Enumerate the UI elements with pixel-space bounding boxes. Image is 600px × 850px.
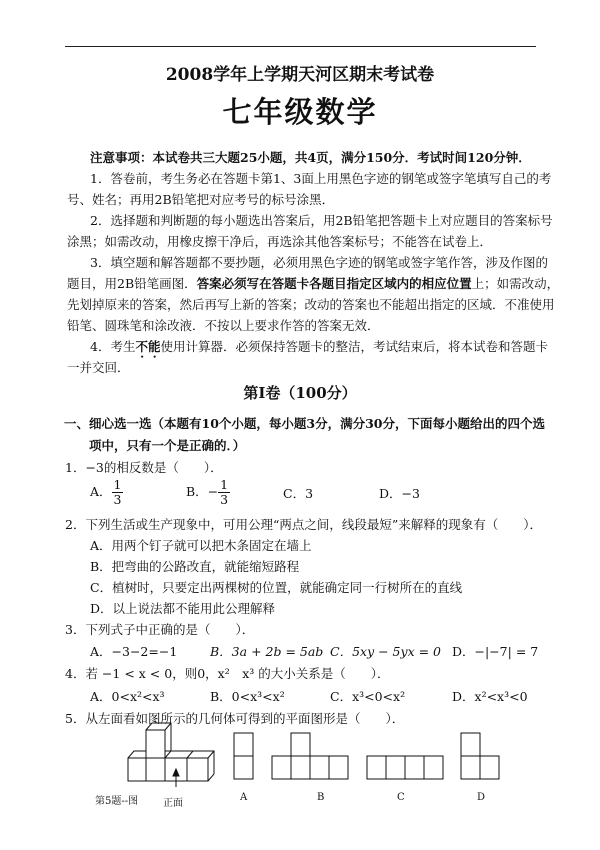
- question-3-option-a: A．−3−2=−1: [90, 644, 178, 659]
- question-1-option-d: [379, 484, 420, 502]
- part-heading: 第Ⅰ卷（100分）: [243, 384, 357, 402]
- section-heading-line-2: 项中，只有一个是正确的．）: [89, 438, 246, 453]
- question-3-option-b: B．3a + 2b = 5ab: [210, 644, 324, 659]
- option-label: A．: [90, 484, 112, 499]
- choice-label-c: C: [397, 792, 405, 803]
- notice-3-line-2: [67, 276, 560, 292]
- notice-text: 题目，用2B铅笔画图．: [67, 276, 197, 291]
- numerator: 1: [113, 477, 122, 492]
- notice-emphasis: 答案必须写在答题卡各题目指定区域内的相应位置: [196, 276, 472, 291]
- option-b-figure: [272, 733, 348, 779]
- option-text: 3: [305, 486, 314, 501]
- option-a-figure: [234, 733, 253, 779]
- notice-2-line-2: 涂黑；如需改动，用橡皮擦干净后，再选涂其他答案标号；不能答在试卷上．: [67, 234, 493, 249]
- option-d-figure: [461, 733, 499, 779]
- question-1-option-c: [283, 484, 313, 502]
- notice-4-line-1: [90, 339, 548, 361]
- question-2-option-c: C．植树时，只要定出两棵树的位置，就能确定同一行树所在的直线: [90, 580, 463, 595]
- notice-3-line-3: 先划掉原来的答案，然后再写上新的答案；改动的答案也不能超出指定的区域．不准使用: [67, 297, 555, 312]
- question-3-stem: 3．下列式子中正确的是（ ）．: [65, 622, 255, 637]
- notice-1-line-2: 号、姓名；再用2B铅笔把对应考号的标号涂黑．: [67, 192, 335, 207]
- denominator: 3: [220, 492, 229, 507]
- option-text: −3: [401, 486, 420, 501]
- question-4-stem: 4．若 −1 < x < 0，则0，x² x³ 的大小关系是（ ）．: [65, 666, 390, 681]
- choice-label-d: D: [477, 792, 486, 803]
- question-3-option-d: D．−|−7| = 7: [452, 644, 539, 659]
- question-2-option-b: B．把弯曲的公路改直，就能缩短路程: [90, 559, 300, 574]
- question-1-stem: 1．−3的相反数是（ ）．: [65, 460, 223, 475]
- solid-figure: [128, 723, 214, 787]
- question-5-figures: [0, 720, 600, 790]
- exam-title: 2008学年上学期天河区期末考试卷: [165, 65, 435, 85]
- notice-4-line-2: 一并交回．: [67, 360, 130, 375]
- notice-3-line-4: 铅笔、圆珠笔和涂改液．不按以上要求作答的答案无效．: [67, 318, 380, 333]
- question-2-stem: 2．下列生活或生产现象中，可用公理“两点之间，线段最短”来解释的现象有（ ）．: [65, 517, 542, 532]
- exam-subtitle: 七年级数学: [222, 95, 378, 129]
- question-5-stem: 5．从左面看如图所示的几何体可得到的平面图形是（ ）．: [65, 711, 405, 726]
- question-2-option-a: A．用两个钉子就可以把木条固定在墙上: [90, 538, 312, 553]
- option-label: C．: [283, 486, 306, 501]
- question-4-option-c: C．x³<0<x²: [330, 689, 406, 704]
- notice-text: 使用计算器．必须保持答题卡的整洁，考试结束后，将本试卷和答题卡: [160, 339, 548, 354]
- choice-label-b: B: [317, 792, 325, 803]
- notice-2-line-1: 2．选择题和判断题的每小题选出答案后，用2B铅笔把答题卡上对应题目的答案标号: [90, 213, 553, 228]
- denominator: 3: [113, 492, 122, 507]
- top-cube: [146, 730, 165, 758]
- notice-lead: 注意事项：本试卷共三大题25小题，共4页，满分150分．考试时间120分钟．: [90, 150, 531, 165]
- figure-caption: 第5题--图: [95, 796, 139, 807]
- front-row: [128, 758, 208, 781]
- section-heading-line-1: 一、细心选一选（本题有10个小题，每小题3分，满分30分，下面每小题给出的四个选: [64, 416, 545, 431]
- minus-sign: −: [207, 484, 219, 499]
- question-2-option-d: D．以上说法都不能用此公理解释: [90, 601, 276, 616]
- notice-3-line-1: 3．填空题和解答题都不要抄题，必须用黑色字迹的钢笔或签字笔作答，涉及作图的: [90, 255, 548, 270]
- question-3-option-c: C．5xy − 5yx = 0: [330, 644, 441, 659]
- question-1-option-a: [90, 478, 123, 507]
- option-label: B．: [186, 484, 208, 499]
- question-1-option-b: [186, 478, 230, 507]
- fraction: [112, 478, 124, 507]
- question-4-option-a: A．0<x²<x³: [90, 689, 165, 704]
- numerator: 1: [220, 477, 229, 492]
- fraction: [218, 478, 230, 507]
- notice-emphasis: 不能: [135, 339, 161, 354]
- question-4-option-d: D．x²<x³<0: [452, 689, 528, 704]
- notice-text: 上；如需改动，: [471, 276, 560, 291]
- notice-text: 4．考生: [90, 339, 136, 354]
- front-label: 正面: [163, 798, 183, 809]
- question-4-option-b: B．0<x³<x²: [210, 689, 285, 704]
- top-rule: [65, 46, 536, 47]
- option-c-figure: [367, 756, 443, 779]
- choice-label-a: A: [240, 792, 248, 803]
- option-label: D．: [379, 486, 402, 501]
- notice-1-line-1: 1．答卷前，考生务必在答题卡第1、3面上用黑色字迹的钢笔或签字笔填写自己的考: [90, 171, 552, 186]
